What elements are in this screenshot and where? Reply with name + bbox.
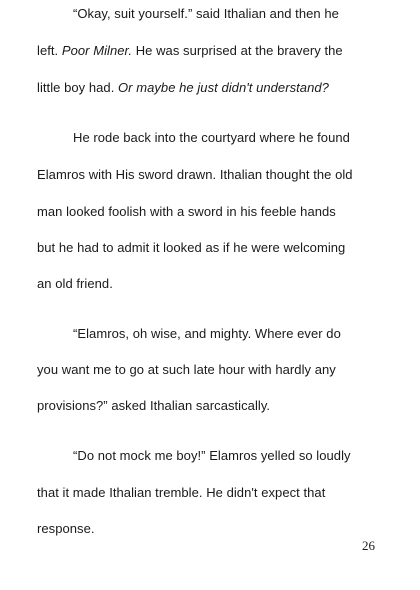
paragraph-line [37,398,270,414]
text-run: He was surprised at the bravery the [132,43,343,58]
text-run: provisions?” asked Ithalian sarcastically. [37,398,271,413]
text-run: an old friend. [37,276,113,291]
text-run: you want me to go at such late hour with hardly any [37,362,336,377]
text-run: left. [37,43,62,58]
page-number: 26 [362,538,375,553]
paragraph-line [73,6,339,22]
paragraph-line [37,362,336,378]
paragraph-line [37,276,113,292]
text-run: man looked foolish with a sword in his feeble hands [37,204,336,219]
text-run: “Okay, suit yourself.” said Ithalian and then he [73,6,339,21]
text-run: “Do not mock me boy!” Elamros yelled so loudly [73,448,351,463]
text-run: but he had to admit it looked as if he were welcoming [37,240,346,255]
paragraph-line [37,167,353,183]
paragraph-line [37,521,95,537]
paragraph-line [37,43,343,59]
text-run: response. [37,521,95,536]
paragraph-line [37,204,336,220]
italic-text-run: Poor Milner. [61,43,133,58]
paragraph-line [37,240,345,256]
text-run: Elamros with His sword drawn. Ithalian thought the old [37,167,353,182]
italic-text-run: Or maybe he just didn't understand? [118,80,329,95]
text-run: “Elamros, oh wise, and mighty. Where ever do [73,326,341,341]
paragraph-line [37,80,329,96]
text-run: He rode back into the courtyard where he found [73,130,350,145]
text-run: that it made Ithalian tremble. He didn't expect that [37,485,326,500]
paragraph-line [37,485,325,501]
text-run: little boy had. [37,80,119,95]
paragraph-line [73,448,351,464]
paragraph-line [73,130,350,146]
paragraph-line [73,326,341,342]
